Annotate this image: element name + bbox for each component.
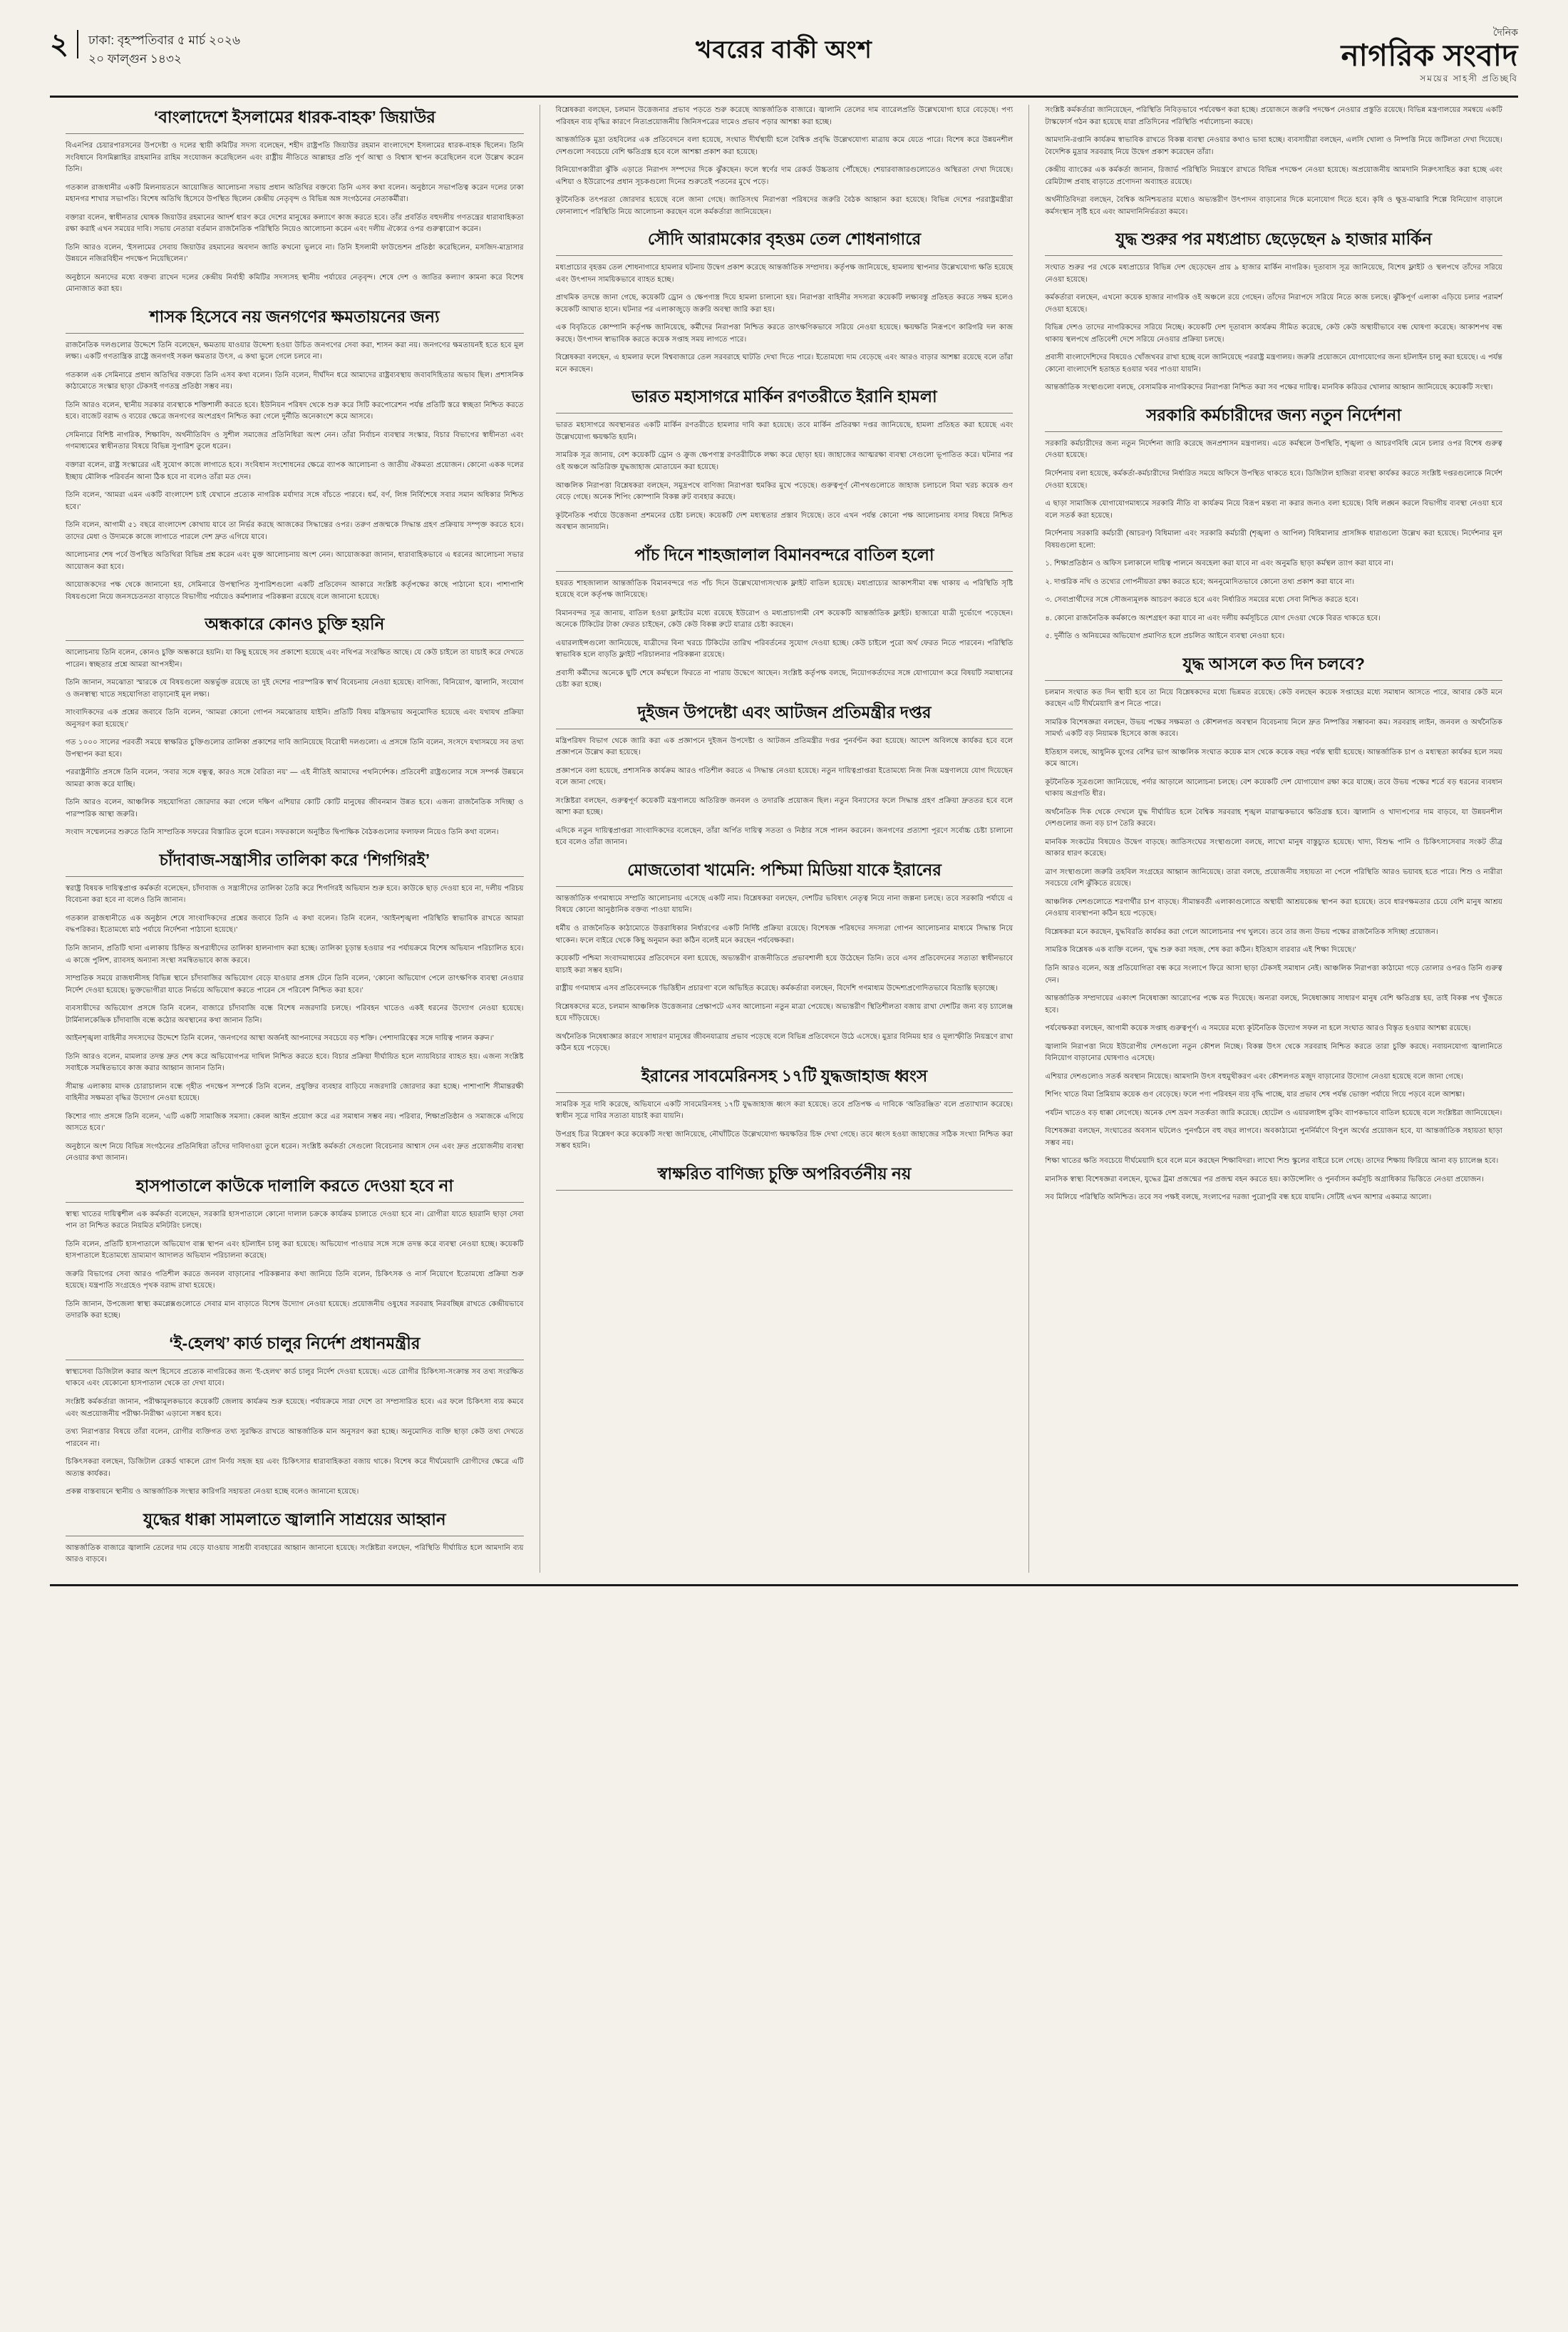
article-paragraph: শিক্ষা খাতের ক্ষতি সবচেয়ে দীর্ঘমেয়াদি হবে বলে মনে করছেন শিক্ষাবিদরা। লাখো শিশু স্কুলের বাইরে চলে গেছে। তাদের শিক্ষায় ফিরিয়ে আনা বড় চ্যালেঞ্জ হবে। xyxy=(1045,1157,1499,1166)
article-paragraph: বিশেষজ্ঞরা বলছেন, সংঘাতের অবসান ঘটলেও পুনর্গঠনে বহু বছর লাগবে। অবকাঠামো পুনর্নির্মাণে বিপুল অর্থের প্রয়োজন হবে, যা আন্তর্জাতিক সহায়তা ছাড়া সম্ভব নয়। xyxy=(1045,1127,1502,1147)
article-headline[interactable]: স্বাক্ষরিত বাণিজ্য চুক্তি অপরিবর্তনীয় নয় xyxy=(556,1163,1013,1191)
article-paragraph: অনুষ্ঠানে অন্যদের মধ্যে বক্তব্য রাখেন দলের কেন্দ্রীয় নির্বাহী কমিটির সদস্যসহ স্থানীয় পর্যায়ের নেতৃবৃন্দ। শেষে দেশ ও জাতির কল্যাণ কামনা করে বিশেষ মোনাজাত করা হয়। xyxy=(66,273,524,294)
article-paragraph: পর্যটন খাতেও বড় ধাক্কা লেগেছে। অনেক দেশ ভ্রমণ সতর্কতা জারি করেছে। হোটেল ও এয়ারলাইন্স বুকিং ব্যাপকভাবে বাতিল হয়েছে বলে সংশ্লিষ্টরা জানিয়েছেন। xyxy=(1045,1109,1502,1117)
article-paragraph: ইতিহাস বলছে, আধুনিক যুগের বেশির ভাগ আঞ্চলিক সংঘাত কয়েক মাস থেকে কয়েক বছর পর্যন্ত স্থায়ী হয়েছে। আন্তর্জাতিক চাপ ও মধ্যস্থতা কার্যকর হলে সময় কমে আসে। xyxy=(1045,748,1502,769)
article-headline[interactable]: হাসপাতালে কাউকে দালালি করতে দেওয়া হবে না xyxy=(66,1175,524,1203)
article-paragraph: তিনি আরও বলেন, আঞ্চলিক সহযোগিতা জোরদার করা গেলে দক্ষিণ এশিয়ার কোটি কোটি মানুষের জীবনমান উন্নত হবে। এজন্য রাজনৈতিক সদিচ্ছা ও পারস্পরিক আস্থা জরুরি। xyxy=(66,798,524,818)
article-paragraph: আমদানি-রপ্তানি কার্যক্রম স্বাভাবিক রাখতে বিকল্প ব্যবস্থা নেওয়ার কথাও ভাবা হচ্ছে। ব্যবসায়ীরা বলছেন, এলসি খোলা ও নিষ্পত্তি নিয়ে জটিলতা দেখা দিয়েছে। বৈদেশিক মুদ্রার সরবরাহ নিয়ে উদ্বেগ প্রকাশ করেছেন তাঁরা। xyxy=(1045,136,1502,156)
article-paragraph: অর্থনীতিবিদরা বলছেন, বৈশ্বিক অনিশ্চয়তার মধ্যেও অভ্যন্তরীণ উৎপাদন বাড়ানোর দিকে মনোযোগ দিতে হবে। কৃষি ও ক্ষুদ্র-মাঝারি শিল্পে বিনিয়োগ বাড়ালে কর্মসংস্থান সৃষ্টি হবে এবং আমদানিনির্ভরতা কমবে। xyxy=(1045,196,1502,216)
article-paragraph: শিপিং খাতে বিমা প্রিমিয়াম কয়েক গুণ বেড়েছে। ফলে পণ্য পরিবহন ব্যয় বৃদ্ধি পাচ্ছে, যার প্রভাব শেষ পর্যন্ত ভোক্তা পর্যায়ে গিয়ে পড়বে বলে আশঙ্কা। xyxy=(1045,1091,1465,1099)
article-paragraph: মধ্যপ্রাচ্যের বৃহত্তম তেল শোধনাগারে হামলার ঘটনায় উদ্বেগ প্রকাশ করেছে আন্তর্জাতিক সম্প্রদায়। কর্তৃপক্ষ জানিয়েছে, হামলায় স্থাপনার উল্লেখযোগ্য ক্ষতি হয়েছে এবং উৎপাদন সাময়িকভাবে ব্যাহত হচ্ছে। xyxy=(555,264,1013,284)
article-paragraph: এশিয়ার দেশগুলোও সতর্ক অবস্থান নিয়েছে। আমদানি উৎস বহুমুখীকরণ এবং কৌশলগত মজুদ বাড়ানোর উদ্যোগ নেওয়া হয়েছে বলে জানা গেছে। xyxy=(1045,1072,1464,1081)
article-paragraph: প্রবাসী কর্মীদের অনেকে ছুটি শেষে কর্মস্থলে ফিরতে না পারায় উদ্বেগে আছেন। সংশ্লিষ্ট কর্তৃপক্ষ বলছে, নিয়োগকর্তাদের সঙ্গে যোগাযোগ করে বিষয়টি সমাধানের চেষ্টা করা হচ্ছে। xyxy=(555,669,1013,689)
article-paragraph: সংশ্লিষ্ট কর্মকর্তারা জানিয়েছেন, পরিস্থিতি নিবিড়ভাবে পর্যবেক্ষণ করা হচ্ছে। প্রয়োজনে জরুরি পদক্ষেপ নেওয়ার প্রস্তুতি রয়েছে। বিভিন্ন মন্ত্রণালয়ের সমন্বয়ে একটি টাস্কফোর্স গঠন করা হয়েছে যারা প্রতিদিনের পরিস্থিতি পর্যালোচনা করছে। xyxy=(1045,106,1502,126)
article-paragraph: সংশ্লিষ্ট কর্মকর্তারা জানান, পরীক্ষামূলকভাবে কয়েকটি জেলায় কার্যক্রম শুরু হয়েছে। পর্যায়ক্রমে সারা দেশে তা সম্প্রসারিত হবে। এর ফলে চিকিৎসা ব্যয় কমবে এবং অপ্রয়োজনীয় পরীক্ষা-নিরীক্ষা এড়ানো সম্ভব হবে। xyxy=(66,1397,524,1418)
article-paragraph: বিশ্লেষকরা বলছেন, চলমান উত্তেজনার প্রভাব পড়তে শুরু করেছে আন্তর্জাতিক বাজারে। জ্বালানি তেলের দাম ব্যারেলপ্রতি উল্লেখযোগ্য হারে বেড়েছে। পণ্য পরিবহন ব্যয় বৃদ্ধির কারণে নিত্যপ্রয়োজনীয় জিনিসপত্রের দামেও প্রভাব পড়ার আশঙ্কা করা হচ্ছে। xyxy=(555,106,1013,126)
article-paragraph: বিশ্লেষকদের মতে, চলমান আঞ্চলিক উত্তেজনার প্রেক্ষাপটে এসব আলোচনা নতুন মাত্রা পেয়েছে। অভ্যন্তরীণ স্থিতিশীলতা বজায় রাখা দেশটির জন্য বড় চ্যালেঞ্জ হয়ে দাঁড়িয়েছে। xyxy=(555,1002,1013,1023)
article-paragraph: সামরিক বিশ্লেষক এক ব্যক্তি বলেন, ‘যুদ্ধ শুরু করা সহজ, শেষ করা কঠিন। ইতিহাস বারবার এই শিক্ষা দিয়েছে।’ xyxy=(1045,946,1356,955)
article-paragraph: প্রকল্প বাস্তবায়নে স্থানীয় ও আন্তর্জাতিক সংস্থার কারিগরি সহায়তা নেওয়া হচ্ছে বলেও জানানো হয়েছে। xyxy=(66,1488,359,1496)
article-paragraph: তিনি আরও বলেন, অস্ত্র প্রতিযোগিতা বন্ধ করে সংলাপে ফিরে আসা ছাড়া টেকসই সমাধান নেই। আঞ্চলিক নিরাপত্তা কাঠামো গড়ে তোলার ওপরও তিনি গুরুত্ব দেন। xyxy=(1045,964,1502,985)
article-paragraph: কূটনৈতিক সূত্রগুলো জানিয়েছে, পর্দার আড়ালে আলোচনা চলছে। বেশ কয়েকটি দেশ যোগাযোগ রক্ষা করে যাচ্ছে। তবে উভয় পক্ষের শর্তে বড় ধরনের ব্যবধান থাকায় অগ্রগতি ধীর। xyxy=(1045,778,1502,798)
article-headline[interactable]: যুদ্ধ শুরুর পর মধ্যপ্রাচ্য ছেড়েছেন ৯ হাজার মার্কিন xyxy=(1045,228,1502,256)
article-paragraph: সামরিক সূত্র দাবি করেছে, অভিযানে একটি সাবমেরিনসহ ১৭টি যুদ্ধজাহাজ ধ্বংস করা হয়েছে। তবে প্রতিপক্ষ এ দাবিকে ‘অতিরঞ্জিত’ বলে প্রত্যাখ্যান করেছে। স্বাধীন সূত্রে দাবির সত্যতা যাচাই করা যায়নি। xyxy=(555,1100,1013,1121)
article-paragraph: সেমিনারে বিশিষ্ট নাগরিক, শিক্ষাবিদ, অর্থনীতিবিদ ও সুশীল সমাজের প্রতিনিধিরা অংশ নেন। তাঁরা নির্বাচন ব্যবস্থার সংস্কার, বিচার বিভাগের স্বাধীনতা এবং গণমাধ্যমের স্বাধীনতার বিষয়ে বিভিন্ন সুপারিশ তুলে ধরেন। xyxy=(66,431,524,451)
article-headline[interactable]: ভারত মহাসাগরে মার্কিন রণতরীতে ইরানি হামলা xyxy=(556,386,1013,414)
masthead-left xyxy=(50,24,549,69)
article-paragraph: অনুষ্ঠানে অংশ নিয়ে বিভিন্ন সংগঠনের প্রতিনিধিরা তাঁদের দাবিদাওয়া তুলে ধরেন। সংশ্লিষ্ট কর্মকর্তা সেগুলো বিবেচনার আশ্বাস দেন এবং দ্রুত প্রয়োজনীয় ব্যবস্থা নেওয়ার কথা জানান। xyxy=(66,1142,524,1163)
article-paragraph: আন্তর্জাতিক সম্প্রদায়ের একাংশ নিষেধাজ্ঞা আরোপের পক্ষে মত দিয়েছে। অন্যরা বলছে, নিষেধাজ্ঞায় সাধারণ মানুষ বেশি ক্ষতিগ্রস্ত হয়, তাই বিকল্প পথ খুঁজতে হবে। xyxy=(1045,995,1502,1015)
article-paragraph: উপগ্রহ চিত্র বিশ্লেষণ করে কয়েকটি সংস্থা জানিয়েছে, নৌঘাঁটিতে উল্লেখযোগ্য ক্ষয়ক্ষতির চিহ্ন দেখা গেছে। তবে ধ্বংস হওয়া জাহাজের সঠিক সংখ্যা নিশ্চিত করা সম্ভব হয়নি। xyxy=(555,1130,1013,1151)
article-headline[interactable]: শাসক হিসেবে নয় জনগণের ক্ষমতায়নের জন্য xyxy=(66,306,524,334)
article-paragraph: প্রবাসী বাংলাদেশিদের বিষয়েও খোঁজখবর রাখা হচ্ছে বলে জানিয়েছে পররাষ্ট্র মন্ত্রণালয়। জরুরি প্রয়োজনে যোগাযোগের জন্য হটলাইন চালু করা হয়েছে। এ পর্যন্ত কোনো বাংলাদেশি হতাহত হওয়ার খবর পাওয়া যায়নি। xyxy=(1045,354,1502,374)
article-headline[interactable]: সৌদি আরামকোর বৃহত্তম তেল শোধনাগারে xyxy=(556,228,1013,256)
article-paragraph: সামরিক সূত্র জানায়, বেশ কয়েকটি ড্রোন ও ক্রুজ ক্ষেপণাস্ত্র রণতরীটিকে লক্ষ্য করে ছোড়া হয়। জাহাজের আত্মরক্ষা ব্যবস্থা সেগুলো ভূপাতিত করে। ঘটনার পর ওই অঞ্চলে অতিরিক্ত যুদ্ধজাহাজ মোতায়েন করা হয়েছে। xyxy=(555,451,1013,471)
article-paragraph: ৫. দুর্নীতি ও অনিয়মের অভিযোগ প্রমাণিত হলে প্রচলিত আইনে ব্যবস্থা নেওয়া হবে। xyxy=(1045,632,1285,641)
date-line-2: ২০ ফাল্গুন ১৪৩২ xyxy=(88,52,182,66)
article-paragraph: সীমান্ত এলাকায় মাদক চোরাচালান বন্ধে গৃহীত পদক্ষেপ সম্পর্কে তিনি বলেন, প্রযুক্তির ব্যবহার বাড়িয়ে নজরদারি জোরদার করা হচ্ছে। পাশাপাশি সীমান্তরক্ষী বাহিনীর সক্ষমতা বৃদ্ধির উদ্যোগ নেওয়া হয়েছে। xyxy=(66,1082,524,1103)
article-paragraph: আয়োজকদের পক্ষ থেকে জানানো হয়, সেমিনারে উপস্থাপিত সুপারিশগুলো একটি প্রতিবেদন আকারে সংশ্লিষ্ট কর্তৃপক্ষের কাছে পাঠানো হবে। পাশাপাশি বিষয়গুলো নিয়ে জনসচেতনতা বাড়াতে বিভাগীয় পর্যায়েও কর্মশালার পরিকল্পনা রয়েছে বলে জানানো হয়েছে। xyxy=(66,581,524,601)
article-paragraph: এদিকে নতুন দায়িত্বপ্রাপ্তরা সাংবাদিকদের বলেছেন, তাঁরা অর্পিত দায়িত্ব সততা ও নিষ্ঠার সঙ্গে পালন করবেন। জনগণের প্রত্যাশা পূরণে সর্বোচ্চ চেষ্টা চালানো হবে বলেও তাঁরা জানান। xyxy=(555,826,1013,847)
article-paragraph: গত ১০০০ সালের পরবর্তী সময়ে স্বাক্ষরিত চুক্তিগুলোর তালিকা প্রকাশের দাবি জানিয়েছে বিরোধী দলগুলো। এ প্রসঙ্গে তিনি বলেন, সংসদে যথাসময়ে সব তথ্য উপস্থাপন করা হবে। xyxy=(66,739,524,759)
article-paragraph: স্বাস্থ্যসেবা ডিজিটাল করার অংশ হিসেবে প্রত্যেক নাগরিকের জন্য ‘ই-হেলথ’ কার্ড চালুর নির্দেশ দেওয়া হয়েছে। এতে রোগীর চিকিৎসা-সংক্রান্ত সব তথ্য সংরক্ষিত থাকবে এবং যেকোনো হাসপাতাল থেকে তা দেখা যাবে। xyxy=(66,1367,524,1388)
article-paragraph: অর্থনৈতিক নিষেধাজ্ঞার কারণে সাধারণ মানুষের জীবনযাত্রায় প্রভাব পড়েছে বলে বিভিন্ন প্রতিবেদনে উঠে এসেছে। মুদ্রার বিনিময় হার ও মূল্যস্ফীতি নিয়ন্ত্রণে রাখা কঠিন হয়ে পড়েছে। xyxy=(555,1032,1013,1053)
article-paragraph: তিনি আরও বলেন, স্থানীয় সরকার ব্যবস্থাকে শক্তিশালী করতে হবে। ইউনিয়ন পরিষদ থেকে শুরু করে সিটি করপোরেশন পর্যন্ত প্রতিটি স্তরে স্বচ্ছতা নিশ্চিত করতে হবে। বাজেট বরাদ্দ ও ব্যয়ের ক্ষেত্রে জনগণের অংশগ্রহণ নিশ্চিত করা গেলে দুর্নীতি অনেকাংশে কমে আসবে। xyxy=(66,401,524,421)
article-paragraph: কূটনৈতিক পর্যায়ে উত্তেজনা প্রশমনের চেষ্টা চলছে। কয়েকটি দেশ মধ্যস্থতার প্রস্তাব দিয়েছে। তবে এখন পর্যন্ত কোনো পক্ষ আলোচনায় বসার বিষয়ে নিশ্চিত অবস্থান জানায়নি। xyxy=(555,511,1013,532)
article-paragraph: তিনি আরও বলেন, মামলার তদন্ত দ্রুত শেষ করে অভিযোগপত্র দাখিল নিশ্চিত করতে হবে। বিচার প্রক্রিয়া দীর্ঘায়িত হলে ন্যায়বিচার ব্যাহত হয়। এজন্য সংশ্লিষ্ট সবাইকে সমন্বিতভাবে কাজ করার আহ্বান জানান তিনি। xyxy=(66,1052,524,1073)
article-paragraph: ভারত মহাসাগরে অবস্থানরত একটি মার্কিন রণতরীতে হামলার দাবি করা হয়েছে। তবে মার্কিন প্রতিরক্ষা দপ্তর জানিয়েছে, হামলা প্রতিহত করা হয়েছে এবং উল্লেখযোগ্য ক্ষয়ক্ষতি হয়নি। xyxy=(555,421,1013,441)
article-paragraph: পর্যবেক্ষকরা বলছেন, আগামী কয়েক সপ্তাহ গুরুত্বপূর্ণ। এ সময়ের মধ্যে কূটনৈতিক উদ্যোগ সফল না হলে সংঘাত আরও বিস্তৃত হওয়ার আশঙ্কা রয়েছে। xyxy=(1045,1024,1471,1033)
article-paragraph: কর্মকর্তারা বলছেন, এখনো কয়েক হাজার নাগরিক ওই অঞ্চলে রয়ে গেছেন। তাঁদের নিরাপদে সরিয়ে নিতে কাজ চলছে। ঝুঁকিপূর্ণ এলাকা এড়িয়ে চলার পরামর্শ দেওয়া হয়েছে। xyxy=(1045,294,1502,314)
masthead-logo xyxy=(1019,24,1518,87)
article-headline[interactable]: অন্ধকারে কোনও চুক্তি হয়নি xyxy=(66,613,524,641)
column-1 xyxy=(50,105,540,1573)
article-paragraph: তিনি বলেন, আগামী ৫১ বছরে বাংলাদেশ কোথায় যাবে তা নির্ভর করছে আজকের সিদ্ধান্তের ওপর। তরুণ প্রজন্মকে সিদ্ধান্ত গ্রহণ প্রক্রিয়ায় সম্পৃক্ত করতে হবে। তাদের মেধা ও উদ্যমকে কাজে লাগাতে পারলে দেশ দ্রুত এগিয়ে যাবে। xyxy=(66,521,524,541)
column-2 xyxy=(540,105,1029,1573)
article-headline[interactable]: মোজতোবা খামেনি: পশ্চিমা মিডিয়া যাকে ইরানের xyxy=(556,859,1013,887)
article-paragraph: আন্তর্জাতিক গণমাধ্যমে সম্প্রতি আলোচনায় এসেছে একটি নাম। বিশ্লেষকরা বলছেন, দেশটির ভবিষ্যৎ নেতৃত্ব নিয়ে নানা জল্পনা চলছে। তবে সরকারি পর্যায়ে এ বিষয়ে কোনো আনুষ্ঠানিক বক্তব্য পাওয়া যায়নি। xyxy=(555,894,1013,915)
article-paragraph: সংবাদ সম্মেলনের শুরুতে তিনি সাম্প্রতিক সফরের বিস্তারিত তুলে ধরেন। সফরকালে অনুষ্ঠিত দ্বিপাক্ষিক বৈঠকগুলোর ফলাফল নিয়েও তিনি কথা বলেন। xyxy=(66,828,499,837)
publication-date xyxy=(88,30,240,69)
article-paragraph: আলোচনার শেষ পর্বে উপস্থিত অতিথিরা বিভিন্ন প্রশ্ন করেন এবং মুক্ত আলোচনায় অংশ নেন। আয়োজকরা জানান, ধারাবাহিকভাবে এ ধরনের আলোচনা সভার আয়োজন করা হবে। xyxy=(66,551,524,571)
date-line-1: ঢাকা: বৃহস্পতিবার ৫ মার্চ ২০২৬ xyxy=(88,34,241,47)
masthead xyxy=(50,24,1518,98)
page-number: ২ xyxy=(50,30,78,58)
article-paragraph: জ্বালানি নিরাপত্তা নিয়ে ইউরোপীয় দেশগুলো নতুন কৌশল নিচ্ছে। বিকল্প উৎস থেকে সরবরাহ নিশ্চিত করতে তারা চুক্তি করছে। নবায়নযোগ্য জ্বালানিতে বিনিয়োগ বাড়ানোর ঘোষণাও এসেছে। xyxy=(1045,1042,1502,1063)
article-headline[interactable]: ‘ই-হেলথ’ কার্ড চালুর নির্দেশ প্রধানমন্ত্রীর xyxy=(66,1332,524,1360)
article-paragraph: তিনি বলেন, প্রতিটি হাসপাতালে অভিযোগ বাক্স স্থাপন এবং হটলাইন চালু করা হয়েছে। অভিযোগ পাওয়ার সঙ্গে সঙ্গে তদন্ত করে ব্যবস্থা নেওয়া হচ্ছে। কয়েকটি হাসপাতালে ইতোমধ্যে ভ্রাম্যমাণ আদালত অভিযান পরিচালনা করেছে। xyxy=(66,1240,524,1260)
article-paragraph: ব্যবসায়ীদের অভিযোগ প্রসঙ্গে তিনি বলেন, বাজারে চাঁদাবাজি বন্ধে বিশেষ নজরদারি চলছে। পরিবহন খাতেও একই ধরনের উদ্যোগ নেওয়া হয়েছে। টার্মিনালকেন্দ্রিক চাঁদাবাজি বন্ধে কঠোর অবস্থানের কথা জানান তিনি। xyxy=(66,1005,524,1024)
article-paragraph: কিশোর গ্যাং প্রসঙ্গে তিনি বলেন, ‘এটি একটি সামাজিক সমস্যা। কেবল আইন প্রয়োগ করে এর সমাধান সম্ভব নয়। পরিবার, শিক্ষাপ্রতিষ্ঠান ও সমাজকে এগিয়ে আসতে হবে।’ xyxy=(66,1112,524,1133)
article-paragraph: ২. দাপ্তরিক নথি ও তথ্যের গোপনীয়তা রক্ষা করতে হবে; অননুমোদিতভাবে কোনো তথ্য প্রকাশ করা যাবে না। xyxy=(1045,577,1355,586)
article-paragraph: সরকারি কর্মচারীদের জন্য নতুন নির্দেশনা জারি করেছে জনপ্রশাসন মন্ত্রণালয়। এতে কর্মস্থলে উপস্থিতি, শৃঙ্খলা ও আচরণবিধি মেনে চলার ওপর বিশেষ গুরুত্ব দেওয়া হয়েছে। xyxy=(1045,439,1502,460)
article-paragraph: আলোচনায় তিনি বলেন, কোনও চুক্তি অন্ধকারে হয়নি। যা কিছু হয়েছে সব প্রকাশ্যে হয়েছে এবং নথিপত্র সংরক্ষিত আছে। যে কেউ চাইলে তা যাচাই করে দেখতে পারেন। স্বচ্ছতার প্রশ্নে আমরা আপসহীন। xyxy=(66,649,524,669)
article-paragraph: সাংবাদিকদের এক প্রশ্নের জবাবে তিনি বলেন, ‘আমরা কোনো গোপন সমঝোতায় যাইনি। প্রতিটি বিষয় মন্ত্রিসভায় অনুমোদিত হয়েছে এবং যথাযথ প্রক্রিয়া অনুসরণ করা হয়েছে।’ xyxy=(66,709,524,729)
article-headline[interactable]: যুদ্ধের ধাক্কা সামলাতে জ্বালানি সাশ্রয়ের আহ্বান xyxy=(66,1509,524,1536)
article-paragraph: তিনি জানান, সমঝোতা স্মারকে যে বিষয়গুলো অন্তর্ভুক্ত রয়েছে তা দুই দেশের পারস্পরিক স্বার্থ বিবেচনায় নেওয়া হয়েছে। বাণিজ্য, বিনিয়োগ, জ্বালানি, সংযোগ ও জনস্বাস্থ্য খাতে সহযোগিতা বাড়ানোই মূল লক্ষ্য। xyxy=(66,679,524,699)
article-paragraph: স্বরাষ্ট্র বিষয়ক দায়িত্বপ্রাপ্ত কর্মকর্তা বলেছেন, চাঁদাবাজ ও সন্ত্রাসীদের তালিকা তৈরি করে শিগগিরই অভিযান শুরু হবে। কাউকে ছাড় দেওয়া হবে না, দলীয় পরিচয় বিবেচনা করা হবে না বলেও তিনি জানান। xyxy=(66,884,524,905)
article-paragraph: মানসিক স্বাস্থ্য বিশেষজ্ঞরা বলছেন, যুদ্ধের ট্রমা প্রজন্মের পর প্রজন্ম বহন করতে হয়। কাউন্সেলিং ও পুনর্বাসন কর্মসূচি অগ্রাধিকার ভিত্তিতে নেওয়া প্রয়োজন। xyxy=(1045,1175,1484,1183)
article-paragraph: মন্ত্রিপরিষদ বিভাগ থেকে জারি করা এক প্রজ্ঞাপনে দুইজন উপদেষ্টা ও আটজন প্রতিমন্ত্রীর দপ্তর পুনর্বণ্টন করা হয়েছে। আদেশ অবিলম্বে কার্যকর হবে বলে প্রজ্ঞাপনে উল্লেখ করা হয়েছে। xyxy=(555,736,1013,757)
article-paragraph: এয়ারলাইন্সগুলো জানিয়েছে, যাত্রীদের বিনা খরচে টিকিটের তারিখ পরিবর্তনের সুযোগ দেওয়া হচ্ছে। কেউ চাইলে পুরো অর্থ ফেরত নিতে পারবেন। পরিস্থিতি স্বাভাবিক হলে বাড়তি ফ্লাইট পরিচালনার পরিকল্পনা রয়েছে। xyxy=(555,639,1013,659)
article-columns xyxy=(50,105,1518,1573)
article-headline[interactable]: যুদ্ধ আসলে কত দিন চলবে? xyxy=(1045,653,1502,681)
article-paragraph: স্বাস্থ্য খাতের দায়িত্বশীল এক কর্মকর্তা বলেছেন, সরকারি হাসপাতালে কোনো দালাল চক্রকে কার্যক্রম চালাতে দেওয়া হবে না। রোগীরা যাতে হয়রানি ছাড়া সেবা পান তা নিশ্চিত করতে নিয়মিত মনিটরিং চলছে। xyxy=(66,1210,524,1231)
logo-kicker: দৈনিক xyxy=(1492,26,1518,38)
article-paragraph: তিনি বলেন, ‘আমরা এমন একটি বাংলাদেশ চাই যেখানে প্রত্যেক নাগরিক মর্যাদার সঙ্গে বাঁচতে পারবে। ধর্ম, বর্ণ, লিঙ্গ নির্বিশেষে সবার সমান অধিকার নিশ্চিত হবে।’ xyxy=(66,491,524,511)
article-paragraph: বিনিয়োগকারীরা ঝুঁকি এড়াতে নিরাপদ সম্পদের দিকে ঝুঁকছেন। ফলে স্বর্ণের দাম রেকর্ড উচ্চতায় পৌঁছেছে। শেয়ারবাজারগুলোতেও অস্থিরতা দেখা দিয়েছে। এশিয়া ও ইউরোপের প্রধান সূচকগুলো দিনের শুরুতেই পতনের মুখে পড়ে। xyxy=(555,166,1013,186)
article-paragraph: জরুরি বিভাগের সেবা আরও গতিশীল করতে জনবল বাড়ানোর পরিকল্পনার কথা জানিয়ে তিনি বলেন, চিকিৎসক ও নার্স নিয়োগে ইতোমধ্যে প্রক্রিয়া শুরু হয়েছে। যন্ত্রপাতি সংগ্রহেও পৃথক বরাদ্দ রাখা হয়েছে। xyxy=(66,1270,524,1290)
article-paragraph: ধর্মীয় ও রাজনৈতিক কাঠামোতে উত্তরাধিকার নির্ধারণের একটি নির্দিষ্ট প্রক্রিয়া রয়েছে। বিশেষজ্ঞ পরিষদের সদস্যরা গোপন আলোচনার মাধ্যমে সিদ্ধান্ত নিয়ে থাকেন। ফলে বাইরে থেকে কিছু অনুমান করা কঠিন বলেই মনে করছেন পর্যবেক্ষকরা। xyxy=(555,924,1013,945)
article-paragraph: মানবিক সংকটের বিষয়েও উদ্বেগ বাড়ছে। জাতিসংঘের সংস্থাগুলো বলছে, লাখো মানুষ বাস্তুচ্যুত হয়েছে। খাদ্য, বিশুদ্ধ পানি ও চিকিৎসাসেবার সংকট তীব্র আকার ধারণ করেছে। xyxy=(1045,838,1502,858)
article-paragraph: সাম্প্রতিক সময়ে রাজধানীসহ বিভিন্ন স্থানে চাঁদাবাজির অভিযোগ বেড়ে যাওয়ার প্রসঙ্গ টেনে তিনি বলেন, ‘কোনো অভিযোগ পেলে তাৎক্ষণিক ব্যবস্থা নেওয়ার নির্দেশ দেওয়া হয়েছে। ভুক্তভোগীরা যাতে নির্ভয়ে অভিযোগ করতে পারেন সে পরিবেশ নিশ্চিত করা হবে।’ xyxy=(66,975,524,995)
article-paragraph: কূটনৈতিক তৎপরতা জোরদার হয়েছে বলে জানা গেছে। জাতিসংঘ নিরাপত্তা পরিষদের জরুরি বৈঠক আহ্বান করা হয়েছে। বিভিন্ন দেশের পররাষ্ট্রমন্ত্রীরা ফোনালাপে পরিস্থিতি নিয়ে আলোচনা করছেন বলে কর্মকর্তারা জানিয়েছেন। xyxy=(555,196,1013,216)
article-paragraph: নির্দেশনায় সরকারি কর্মচারী (আচরণ) বিধিমালা এবং সরকারি কর্মচারী (শৃঙ্খলা ও আপিল) বিধিমালার প্রাসঙ্গিক ধারাগুলো উল্লেখ করা হয়েছে। নির্দেশনার মূল বিষয়গুলো হলো: xyxy=(1045,530,1502,550)
article-paragraph: কয়েকটি পশ্চিমা সংবাদমাধ্যমের প্রতিবেদনে বলা হয়েছে, অভ্যন্তরীণ রাজনীতিতে প্রভাবশালী হয়ে উঠেছেন তিনি। তবে এসব প্রতিবেদনের সত্যতা স্বাধীনভাবে যাচাই করা সম্ভব হয়নি। xyxy=(555,955,1013,975)
article-paragraph: বিভিন্ন দেশও তাদের নাগরিকদের সরিয়ে নিচ্ছে। কয়েকটি দেশ দূতাবাস কার্যক্রম সীমিত করেছে, কেউ কেউ অস্থায়ীভাবে বন্ধ ঘোষণা করেছে। আকাশপথ বন্ধ থাকায় স্থলপথে প্রতিবেশী দেশে সরিয়ে নেওয়ার প্রক্রিয়া চলছে। xyxy=(1045,324,1502,344)
article-paragraph: ত্রাণ সংস্থাগুলো জরুরি তহবিল সংগ্রহের আহ্বান জানিয়েছে। তারা বলছে, প্রয়োজনীয় সহায়তা না পেলে পরিস্থিতি আরও ভয়াবহ হতে পারে। শিশু ও নারীরা সবচেয়ে বেশি ঝুঁকিতে রয়েছে। xyxy=(1045,868,1502,888)
article-paragraph: আইনশৃঙ্খলা বাহিনীর সদস্যদের উদ্দেশে তিনি বলেন, ‘জনগণের আস্থা অর্জনই আপনাদের সবচেয়ে বড় শক্তি। পেশাদারিত্বের সঙ্গে দায়িত্ব পালন করুন।’ xyxy=(66,1034,494,1043)
article-paragraph: গতকাল এক সেমিনারে প্রধান অতিথির বক্তব্যে তিনি এসব কথা বলেন। তিনি বলেন, দীর্ঘদিন ধরে আমাদের রাষ্ট্রব্যবস্থায় জবাবদিহিতার অভাব ছিল। প্রশাসনিক কাঠামোতে সংস্কার ছাড়া টেকসই গণতন্ত্র প্রতিষ্ঠা সম্ভব নয়। xyxy=(66,371,524,391)
article-headline[interactable]: চাঁদাবাজ-সন্ত্রাসীর তালিকা করে ‘শিগগিরই’ xyxy=(66,849,524,877)
article-paragraph: ৪. কোনো রাজনৈতিক কর্মকাণ্ডে অংশগ্রহণ করা যাবে না এবং দলীয় কর্মসূচিতে যোগ দেওয়া থেকে বিরত থাকতে হবে। xyxy=(1045,614,1381,622)
article-headline[interactable]: পাঁচ দিনে শাহজালাল বিমানবন্দরে বাতিল হলো xyxy=(556,544,1013,572)
article-paragraph: ৩. সেবাপ্রার্থীদের সঙ্গে সৌজন্যমূলক আচরণ করতে হবে এবং নির্ধারিত সময়ের মধ্যে সেবা নিশ্চিত করতে হবে। xyxy=(1045,596,1359,605)
article-paragraph: তথ্য নিরাপত্তার বিষয়ে তাঁরা বলেন, রোগীর ব্যক্তিগত তথ্য সুরক্ষিত রাখতে আন্তর্জাতিক মান অনুসরণ করা হচ্ছে। অনুমোদিত ব্যক্তি ছাড়া কেউ তথ্য দেখতে পারবেন না। xyxy=(66,1428,524,1448)
page-inner xyxy=(29,24,1539,1593)
article-paragraph: বিমানবন্দর সূত্র জানায়, বাতিল হওয়া ফ্লাইটের মধ্যে রয়েছে ইউরোপ ও মধ্যপ্রাচ্যগামী বেশ কয়েকটি আন্তর্জাতিক ফ্লাইট। হাজারো যাত্রী দুর্ভোগে পড়েছেন। অনেকে টিকিটের টাকা ফেরত চাইছেন, কেউ কেউ বিকল্প রুটে যাত্রার চেষ্টা করছেন। xyxy=(555,609,1013,630)
logo-wordmark: নাগরিক সংবাদ xyxy=(1341,38,1518,72)
article-paragraph: নির্দেশনায় বলা হয়েছে, কর্মকর্তা-কর্মচারীদের নির্ধারিত সময়ে অফিসে উপস্থিত থাকতে হবে। ডিজিটাল হাজিরা ব্যবস্থা কার্যকর করতে সংশ্লিষ্ট দপ্তরগুলোকে নির্দেশ দেওয়া হয়েছে। xyxy=(1045,469,1502,490)
article-paragraph: আঞ্চলিক নিরাপত্তা বিশ্লেষকরা বলছেন, সমুদ্রপথে বাণিজ্য নিরাপত্তা হুমকির মুখে পড়েছে। গুরুত্বপূর্ণ নৌপথগুলোতে জাহাজ চলাচলে বিমা খরচ কয়েক গুণ বেড়ে গেছে। অনেক শিপিং কোম্পানি বিকল্প রুট ব্যবহার করছে। xyxy=(555,481,1013,502)
article-paragraph: বক্তারা বলেন, রাষ্ট্র সংস্কারের এই সুযোগ কাজে লাগাতে হবে। সংবিধান সংশোধনের ক্ষেত্রে ব্যাপক আলোচনা ও জাতীয় ঐকমত্য প্রয়োজন। কোনো একক দলের ইচ্ছায় মৌলিক পরিবর্তন আনা ঠিক হবে না বলেও তাঁরা মত দেন। xyxy=(66,461,524,481)
article-paragraph: আন্তর্জাতিক মুদ্রা তহবিলের এক প্রতিবেদনে বলা হয়েছে, সংঘাত দীর্ঘস্থায়ী হলে বৈশ্বিক প্রবৃদ্ধি উল্লেখযোগ্য মাত্রায় কমে যেতে পারে। বিশেষ করে উন্নয়নশীল দেশগুলো সবচেয়ে বেশি ক্ষতিগ্রস্ত হবে বলে আশঙ্কা প্রকাশ করা হয়েছে। xyxy=(555,136,1013,156)
article-paragraph: তিনি জানান, প্রতিটি থানা এলাকায় চিহ্নিত অপরাধীদের তালিকা হালনাগাদ করা হচ্ছে। তালিকা চূড়ান্ত হওয়ার পর পর্যায়ক্রমে বিশেষ অভিযান পরিচালিত হবে। এ কাজে পুলিশ, র‍্যাবসহ অন্যান্য সংস্থা সমন্বিতভাবে কাজ করবে। xyxy=(66,945,524,965)
article-headline[interactable]: সরকারি কর্মচারীদের জন্য নতুন নির্দেশনা xyxy=(1045,404,1502,432)
article-paragraph: রাষ্ট্রীয় গণমাধ্যম এসব প্রতিবেদনকে ‘ভিত্তিহীন প্রচারণা’ বলে অভিহিত করেছে। কর্মকর্তারা বলছেন, বিদেশি গণমাধ্যম উদ্দেশ্যপ্রণোদিতভাবে বিভ্রান্তি ছড়াচ্ছে। xyxy=(555,985,999,993)
article-paragraph: ১. শিক্ষাপ্রতিষ্ঠান ও অফিস চলাকালে দায়িত্ব পালনে অবহেলা করা যাবে না এবং অনুমতি ছাড়া কর্মস্থল ত্যাগ করা যাবে না। xyxy=(1045,560,1393,568)
article-paragraph: সামরিক বিশেষজ্ঞরা বলছেন, উভয় পক্ষের সক্ষমতা ও কৌশলগত অবস্থান বিবেচনায় নিলে দ্রুত নিষ্পত্তির সম্ভাবনা কম। সরবরাহ লাইন, জনবল ও অর্থনৈতিক সামর্থ্য একটি বড় নিয়ামক হিসেবে কাজ করবে। xyxy=(1045,718,1502,739)
article-paragraph: আন্তর্জাতিক সংস্থাগুলো বলছে, বেসামরিক নাগরিকদের নিরাপত্তা নিশ্চিত করা সব পক্ষের দায়িত্ব। মানবিক করিডর খোলার আহ্বান জানিয়েছে কয়েকটি সংস্থা। xyxy=(1045,384,1493,392)
footer-spacer xyxy=(50,1586,1518,1593)
article-paragraph: সংঘাত শুরুর পর থেকে মধ্যপ্রাচ্যের বিভিন্ন দেশ ছেড়েছেন প্রায় ৯ হাজার মার্কিন নাগরিক। দূতাবাস সূত্র জানিয়েছে, বিশেষ ফ্লাইট ও স্থলপথে তাঁদের সরিয়ে নেওয়া হয়েছে। xyxy=(1045,264,1502,284)
article-paragraph: তিনি জানান, উপজেলা স্বাস্থ্য কমপ্লেক্সগুলোতে সেবার মান বাড়াতে বিশেষ উদ্যোগ নেওয়া হয়েছে। প্রয়োজনীয় ওষুধের সরবরাহ নিরবচ্ছিন্ন রাখতে কেন্দ্রীয়ভাবে তদারকি করা হচ্ছে। xyxy=(66,1300,524,1320)
article-headline[interactable]: ‘বাংলাদেশে ইসলামের ধারক-বাহক’ জিয়াউর xyxy=(66,106,524,134)
logo-tagline: সময়ের সাহসী প্রতিচ্ছবি xyxy=(1420,73,1518,84)
article-paragraph: চলমান সংঘাত কত দিন স্থায়ী হবে তা নিয়ে বিশ্লেষকদের মধ্যে ভিন্নমত রয়েছে। কেউ বলছেন কয়েক সপ্তাহের মধ্যে সমাধান আসতে পারে, আবার কেউ মনে করছেন এটি দীর্ঘমেয়াদি রূপ নিতে পারে। xyxy=(1045,688,1502,709)
article-paragraph: এ ছাড়া সামাজিক যোগাযোগমাধ্যমে সরকারি নীতি বা কার্যক্রম নিয়ে বিরূপ মন্তব্য না করার জন্যও বলা হয়েছে। বিধি লঙ্ঘন করলে বিভাগীয় ব্যবস্থা নেওয়া হবে বলে সতর্ক করা হয়েছে। xyxy=(1045,500,1502,520)
article-paragraph: অর্থনৈতিক দিক থেকে দেখলে যুদ্ধ দীর্ঘায়িত হলে বৈশ্বিক সরবরাহ শৃঙ্খল মারাত্মকভাবে ক্ষতিগ্রস্ত হবে। জ্বালানি ও খাদ্যপণ্যের দাম বাড়বে, যা উন্নয়নশীল দেশগুলোর জন্য বড় চাপ তৈরি করবে। xyxy=(1045,808,1502,828)
article-paragraph: বিএনপির চেয়ারপারসনের উপদেষ্টা ও দলের স্থায়ী কমিটির সদস্য বলেছেন, শহীদ রাষ্ট্রপতি জিয়াউর রহমান বাংলাদেশে ইসলামের ধারক-বাহক ছিলেন। তিনি সংবিধানে বিসমিল্লাহির রাহমানির রাহিম সংযোজন করেছিলেন এবং রাষ্ট্রীয় নীতিতে আল্লাহর প্রতি পূর্ণ আস্থা ও বিশ্বাস স্থাপন করেছিলেন বলে উল্লেখ করেন তিনি। xyxy=(66,142,524,174)
article-paragraph: প্রাথমিক তদন্তে জানা গেছে, কয়েকটি ড্রোন ও ক্ষেপণাস্ত্র দিয়ে হামলা চালানো হয়। নিরাপত্তা বাহিনীর সদস্যরা কয়েকটি লক্ষ্যবস্তু প্রতিহত করতে সক্ষম হলেও কয়েকটি আঘাত হানে। ঘটনার পর এলাকাজুড়ে জরুরি অবস্থা জারি করা হয়। xyxy=(555,294,1013,314)
article-paragraph: আঞ্চলিক দেশগুলোতে শরণার্থীর চাপ বাড়ছে। সীমান্তবর্তী এলাকাগুলোতে অস্থায়ী আশ্রয়কেন্দ্র স্থাপন করা হয়েছে। তবে ধারণক্ষমতার চেয়ে বেশি মানুষ আশ্রয় নেওয়ায় ব্যবস্থাপনা কঠিন হয়ে পড়েছে। xyxy=(1045,898,1502,918)
article-headline[interactable]: দুইজন উপদেষ্টা এবং আটজন প্রতিমন্ত্রীর দপ্তর xyxy=(556,702,1013,729)
article-paragraph: তিনি আরও বলেন, ‘ইসলামের সেবায় জিয়াউর রহমানের অবদান জাতি কখনো ভুলবে না। তিনি ইসলামী ফাউন্ডেশন প্রতিষ্ঠা করেছিলেন, মসজিদ-মাদ্রাসার উন্নয়নে নজিরবিহীন পদক্ষেপ নিয়েছিলেন।’ xyxy=(66,243,524,264)
article-paragraph: বক্তারা বলেন, স্বাধীনতার ঘোষক জিয়াউর রহমানের আদর্শ ধারণ করে দেশের মানুষের কল্যাণে কাজ করতে হবে। তাঁর প্রবর্তিত বহুদলীয় গণতন্ত্রের ধারাবাহিকতা রক্ষা করাই এখন সময়ের দাবি। সভায় নেতারা বর্তমান রাজনৈতিক পরিস্থিতি নিয়েও আলোচনা করেন এবং দলীয় ঐক্যের ওপর গুরুত্বারোপ করেন। xyxy=(66,213,524,234)
column-3 xyxy=(1028,105,1518,1573)
article-paragraph: বিশ্লেষকরা মনে করছেন, যুদ্ধবিরতি কার্যকর করা গেলে আলোচনার পথ খুলবে। তবে তার জন্য উভয় পক্ষের রাজনৈতিক সদিচ্ছা প্রয়োজন। xyxy=(1045,928,1438,936)
article-paragraph: প্রজ্ঞাপনে বলা হয়েছে, প্রশাসনিক কার্যক্রম আরও গতিশীল করতে এ সিদ্ধান্ত নেওয়া হয়েছে। নতুন দায়িত্বপ্রাপ্তরা ইতোমধ্যে নিজ নিজ মন্ত্রণালয়ে যোগ দিয়েছেন বলে জানা গেছে। xyxy=(555,766,1013,787)
section-title: খবরের বাকী অংশ xyxy=(696,36,872,63)
article-paragraph: সংশ্লিষ্টরা বলছেন, গুরুত্বপূর্ণ কয়েকটি মন্ত্রণালয়ে অতিরিক্ত জনবল ও তদারকি প্রয়োজন ছিল। নতুন বিন্যাসের ফলে সিদ্ধান্ত গ্রহণ প্রক্রিয়া দ্রুততর হবে বলে আশা করা হচ্ছে। xyxy=(555,796,1013,817)
article-paragraph: আন্তর্জাতিক বাজারে জ্বালানি তেলের দাম বেড়ে যাওয়ায় সাশ্রয়ী ব্যবহারের আহ্বান জানানো হয়েছে। সংশ্লিষ্টরা বলছেন, পরিস্থিতি দীর্ঘায়িত হলে আমদানি ব্যয় আরও বাড়বে। xyxy=(66,1543,524,1564)
article-paragraph: এক বিবৃতিতে কোম্পানি কর্তৃপক্ষ জানিয়েছে, কর্মীদের নিরাপত্তা নিশ্চিত করতে তাৎক্ষণিকভাবে সরিয়ে নেওয়া হয়েছে। ক্ষয়ক্ষতি নিরূপণে কারিগরি দল কাজ করছে। উৎপাদন স্বাভাবিক করতে কয়েক সপ্তাহ সময় লাগতে পারে। xyxy=(555,324,1013,344)
article-headline[interactable]: ইরানের সাবমেরিনসহ ১৭টি যুদ্ধজাহাজ ধ্বংস xyxy=(556,1065,1013,1093)
article-paragraph: পররাষ্ট্রনীতি প্রসঙ্গে তিনি বলেন, ‘সবার সঙ্গে বন্ধুত্ব, কারও সঙ্গে বৈরিতা নয়’ — এই নীতিই আমাদের পথনির্দেশক। প্রতিবেশী রাষ্ট্রগুলোর সঙ্গে সম্পর্ক উন্নয়নে আমরা কাজ করে যাচ্ছি। xyxy=(66,769,524,789)
article-paragraph: বিশ্লেষকরা বলছেন, এ হামলার ফলে বিশ্ববাজারে তেল সরবরাহে ঘাটতি দেখা দিতে পারে। ইতোমধ্যে দাম বেড়েছে এবং আরও বাড়ার আশঙ্কা রয়েছে বলে তাঁরা মনে করছেন। xyxy=(555,354,1013,374)
article-paragraph: সব মিলিয়ে পরিস্থিতি অনিশ্চিত। তবে সব পক্ষই বলছে, সংলাপের দরজা পুরোপুরি বন্ধ হয়ে যায়নি। সেটিই এখন আশার একমাত্র আলো। xyxy=(1045,1193,1432,1202)
article-paragraph: কেন্দ্রীয় ব্যাংকের এক কর্মকর্তা জানান, রিজার্ভ পরিস্থিতি নিয়ন্ত্রণে রাখতে বিভিন্ন পদক্ষেপ নেওয়া হয়েছে। অপ্রয়োজনীয় আমদানি নিরুৎসাহিত করা হচ্ছে এবং রেমিট্যান্স প্রবাহ বাড়াতে প্রণোদনা অব্যাহত রয়েছে। xyxy=(1045,166,1502,186)
article-paragraph: গতকাল রাজধানীতে এক অনুষ্ঠান শেষে সাংবাদিকদের প্রশ্নের জবাবে তিনি এ কথা বলেন। তিনি বলেন, ‘আইনশৃঙ্খলা পরিস্থিতি স্বাভাবিক রাখতে আমরা বদ্ধপরিকর। ইতোমধ্যে মাঠ পর্যায়ে নির্দেশনা পাঠানো হয়েছে।’ xyxy=(66,914,524,935)
article-paragraph: রাজনৈতিক দলগুলোর উদ্দেশে তিনি বলেছেন, ক্ষমতায় যাওয়ার উদ্দেশ্য হওয়া উচিত জনগণের সেবা করা, শাসন করা নয়। জনগণের ক্ষমতায়নই হতে হবে মূল লক্ষ্য। একটি গণতান্ত্রিক রাষ্ট্রে জনগণই সকল ক্ষমতার উৎস, এ কথা ভুলে গেলে চলবে না। xyxy=(66,341,524,361)
article-paragraph: গতকাল রাজধানীর একটি মিলনায়তনে আয়োজিত আলোচনা সভায় প্রধান অতিথির বক্তব্যে তিনি এসব কথা বলেন। অনুষ্ঠানে সভাপতিত্ব করেন দলের ঢাকা মহানগর শাখার সভাপতি। বিশেষ অতিথি হিসেবে উপস্থিত ছিলেন কেন্দ্রীয় নেতৃবৃন্দ ও বিভিন্ন অঙ্গ সংগঠনের নেতাকর্মীরা। xyxy=(66,183,524,204)
article-paragraph: চিকিৎসকরা বলছেন, ডিজিটাল রেকর্ড থাকলে রোগ নির্ণয় সহজ হয় এবং চিকিৎসার ধারাবাহিকতা বজায় থাকে। বিশেষ করে দীর্ঘমেয়াদি রোগীদের ক্ষেত্রে এটি অত্যন্ত কার্যকর। xyxy=(66,1458,524,1478)
article-paragraph: হযরত শাহজালাল আন্তর্জাতিক বিমানবন্দরে গত পাঁচ দিনে উল্লেখযোগ্যসংখ্যক ফ্লাইট বাতিল হয়েছে। মধ্যপ্রাচ্যের আকাশসীমা বন্ধ থাকায় এ পরিস্থিতি সৃষ্টি হয়েছে বলে কর্তৃপক্ষ জানিয়েছে। xyxy=(555,579,1013,600)
